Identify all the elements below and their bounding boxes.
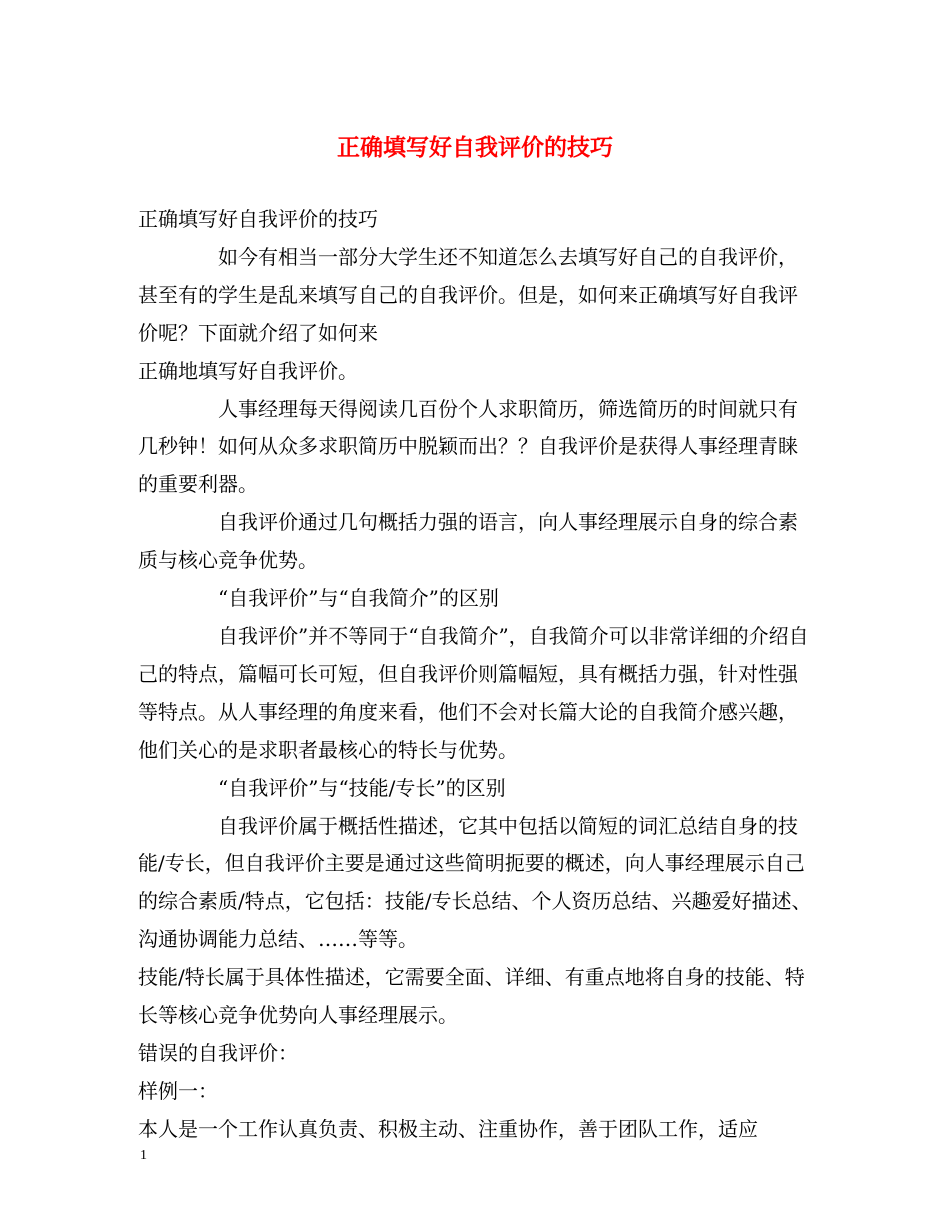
section-heading: “自我评价”与“技能/专长”的区别 — [218, 775, 506, 800]
page-number: 1 — [140, 1148, 147, 1163]
document-title: 正确填写好自我评价的技巧 — [337, 134, 613, 161]
paragraph: 技能/特长属于具体性描述，它需要全面、详细、有重点地将自身的技能、特长等核心竞争优势向人事经理展示。 — [138, 965, 805, 1028]
paragraph: 人事经理每天得阅读几百份个人求职简历，筛选简历的时间就只有几秒钟！如何从众多求职简历中脱颖而出？？自我评价是获得人事经理青睐的重要利器。 — [138, 396, 798, 497]
paragraph: 本人是一个工作认真负责、积极主动、注重协作，善于团队工作，适应 — [138, 1116, 758, 1141]
paragraph: 自我评价”并不等同于“自我简介”，自我简介可以非常详细的介绍自己的特点，篇幅可长可短，但自我评价则篇幅短，具有概括力强，针对性强等特点。从人事经理的角度来看，他们不会对长篇大论的自我简介感兴趣，他们关心的是求职者最核心的特长与优势。 — [138, 623, 809, 762]
paragraph: 如今有相当一部分大学生还不知道怎么去填写好自己的自我评价，甚至有的学生是乱来填写自己的自我评价。但是，如何来正确填写好自我评价呢？下面就介绍了如何来 — [138, 244, 798, 345]
paragraph: 正确地填写好自我评价。 — [138, 358, 358, 383]
section-heading: “自我评价”与“自我简介”的区别 — [218, 586, 499, 611]
paragraph: 正确填写好自我评价的技巧 — [138, 207, 378, 231]
section-label: 错误的自我评价： — [138, 1040, 298, 1065]
document-body — [138, 201, 814, 1149]
paragraph: 自我评价属于概括性描述，它其中包括以简短的词汇总结自身的技能/专长，但自我评价主要是通过这些简明扼要的概述，向人事经理展示自己的综合素质/特点，它包括：技能/专长总结、个人资历总结、兴趣爱好描述、沟通协调能力总结、……等等。 — [138, 813, 812, 952]
section-label: 样例一： — [138, 1078, 218, 1103]
paragraph: 自我评价通过几句概括力强的语言，向人事经理展示自身的综合素质与核心竞争优势。 — [138, 510, 798, 573]
